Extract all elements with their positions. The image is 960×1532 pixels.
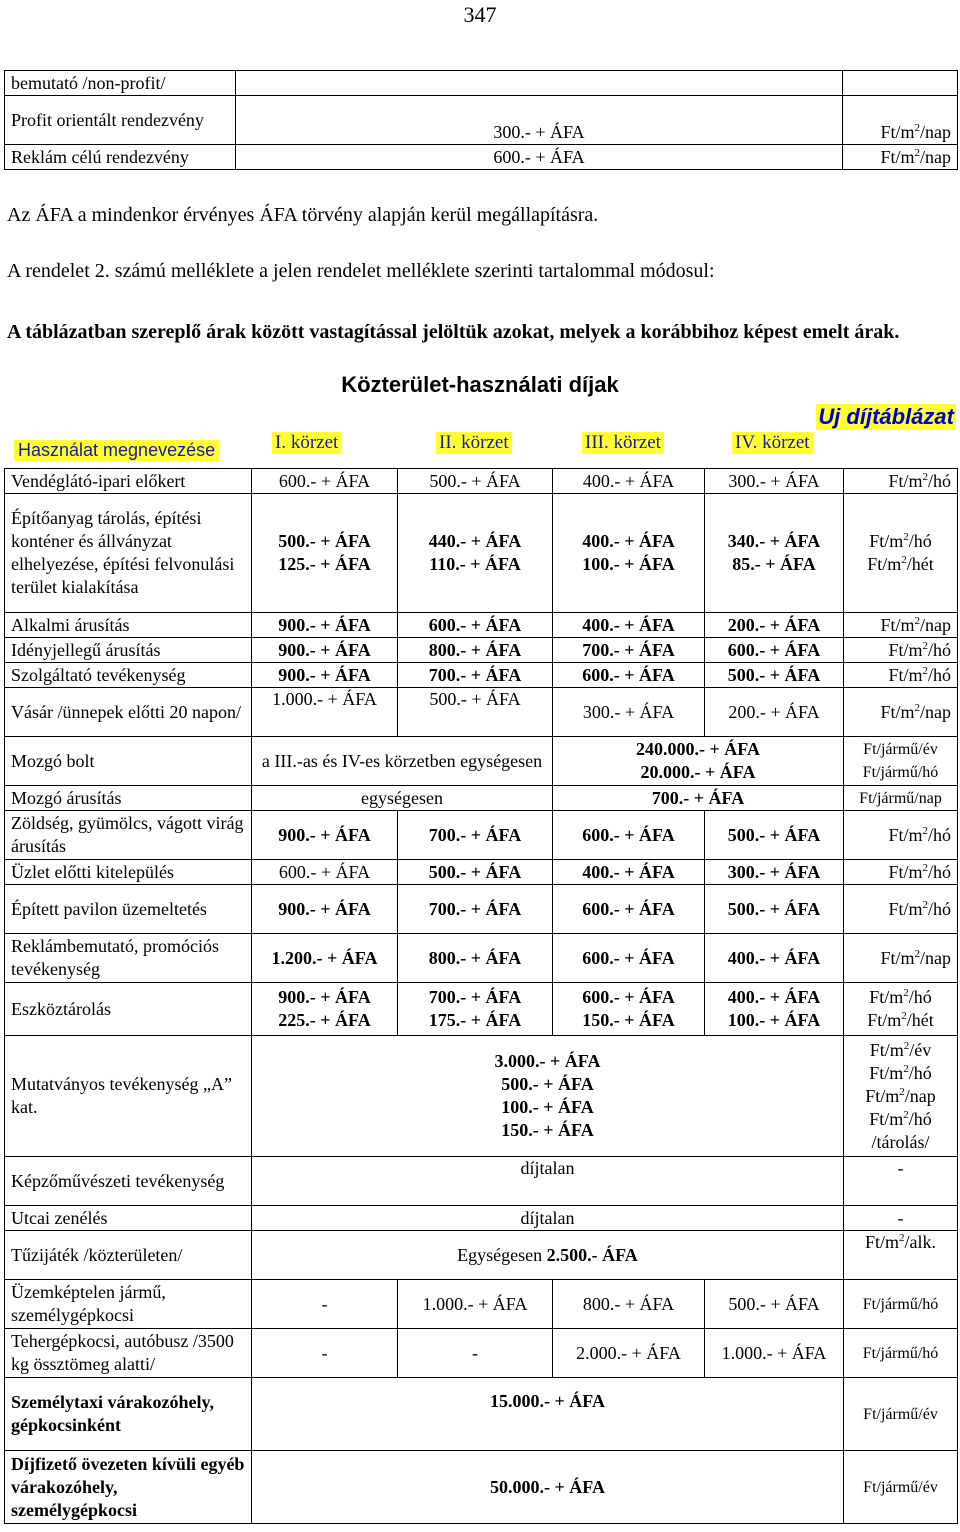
unit-cell: $Ft/m^2$/nap xyxy=(844,688,958,737)
zone-2-price-a: 440.- + ÁFA xyxy=(428,531,522,551)
row-label: Tehergépkocsi, autóbusz /3500 kg össztömeg alatti/ xyxy=(5,1329,252,1378)
table-row xyxy=(5,1206,958,1231)
flat-price: Egységesen 2.500.- ÁFA xyxy=(252,1231,844,1280)
zone-4-price: 200.- + ÁFA xyxy=(705,688,844,737)
row-label: Reklám célú rendezvény xyxy=(5,145,236,170)
unit-cell: $Ft/m^2/hó$ xyxy=(844,663,958,688)
unit-cell: Ft/jármű/év xyxy=(844,1451,958,1524)
zone-2-price-b: 175.- + ÁFA xyxy=(428,1010,522,1030)
row-label: Zöldség, gyümölcs, vágott virág árusítás xyxy=(5,811,252,860)
zone-2-price: 700.- + ÁFA xyxy=(398,885,553,934)
unit-cell: - xyxy=(844,1206,958,1231)
zone-3-price: 600.- + ÁFA xyxy=(553,885,705,934)
zone-4-price: 400.- + ÁFA xyxy=(705,934,844,983)
zone-2-price: 600.- + ÁFA xyxy=(398,613,553,638)
row-label: Idényjellegű árusítás xyxy=(5,638,252,663)
zone-4-price: 200.- + ÁFA xyxy=(705,613,844,638)
zone-4-price: 500.- + ÁFA xyxy=(705,663,844,688)
unit-cell: $Ft/m^2/hó$ xyxy=(844,860,958,885)
zone-2-price: - xyxy=(398,1329,553,1378)
row-label: Vásár /ünnepek előtti 20 napon/ xyxy=(5,688,252,737)
zone-4-price: 500.- + ÁFA xyxy=(705,885,844,934)
zone-2-price: 500.- + ÁFA xyxy=(398,469,553,494)
zone-3-price: 600.- + ÁFA xyxy=(553,934,705,983)
zone-3-price: 700.- + ÁFA xyxy=(553,638,705,663)
zone-1-price: - xyxy=(252,1329,398,1378)
table-row xyxy=(5,71,958,96)
zone-1-price xyxy=(252,983,398,1036)
zone-1-price: 900.- + ÁFA xyxy=(252,613,398,638)
unit-cell: Ft/jármű/év xyxy=(844,1378,958,1451)
zone-1-price: 1.000.- + ÁFA xyxy=(252,688,398,737)
table-row xyxy=(5,885,958,934)
zone-2-price-b: 110.- + ÁFA xyxy=(429,554,521,574)
header-zone-4: IV. körzet xyxy=(732,432,813,454)
row-label: bemutató /non-profit/ xyxy=(5,71,236,96)
zone-1-price: - xyxy=(252,1280,398,1329)
header-zone-2: II. körzet xyxy=(436,432,512,454)
table-row xyxy=(5,1036,958,1157)
row-label: Mozgó árusítás xyxy=(5,786,252,811)
zone-3-price-a: 600.- + ÁFA xyxy=(582,987,675,1007)
zone-3-price: 300.- + ÁFA xyxy=(553,688,705,737)
price-cell: 300.- + ÁFA xyxy=(236,96,843,145)
zone-2-price xyxy=(398,494,553,613)
zone-1-price: 600.- + ÁFA xyxy=(252,469,398,494)
unit-cell: Ft/jármű/hó xyxy=(844,1280,958,1329)
zone-3-price xyxy=(553,494,705,613)
zone-3-price: 400.- + ÁFA xyxy=(553,469,705,494)
unit-cell xyxy=(844,737,958,786)
zone-4-price: 1.000.- + ÁFA xyxy=(705,1329,844,1378)
price-cell: 600.- + ÁFA xyxy=(236,145,843,170)
table-row xyxy=(5,860,958,885)
zone-2-price xyxy=(398,983,553,1036)
price-line: 500.- + ÁFA xyxy=(501,1074,594,1094)
zone-4-price xyxy=(705,494,844,613)
zone-2-price: 500.- + ÁFA xyxy=(398,688,553,737)
zone-1-price: 900.- + ÁFA xyxy=(252,885,398,934)
zone-3-4-price-b: 20.000.- + ÁFA xyxy=(640,762,756,782)
event-fee-table xyxy=(4,70,958,170)
zone-4-price: 500.- + ÁFA xyxy=(705,811,844,860)
zone-1-price xyxy=(252,494,398,613)
table-row xyxy=(5,934,958,983)
table-row xyxy=(5,1329,958,1378)
table-row xyxy=(5,1451,958,1524)
zone-3-4-price: 700.- + ÁFA xyxy=(553,786,844,811)
zone-2-price: 800.- + ÁFA xyxy=(398,638,553,663)
zone-4-price: 300.- + ÁFA xyxy=(705,860,844,885)
flat-price-list xyxy=(252,1036,844,1157)
header-zone-1: I. körzet xyxy=(272,432,341,454)
zone-3-price-b: 150.- + ÁFA xyxy=(582,1010,675,1030)
zone-3-price: 600.- + ÁFA xyxy=(553,663,705,688)
unit-cell: $Ft/m^2$/nap xyxy=(844,613,958,638)
zone-1-price: 900.- + ÁFA xyxy=(252,663,398,688)
zone-1-price-b: 225.- + ÁFA xyxy=(278,1010,371,1030)
row-label: Épített pavilon üzemeltetés xyxy=(5,885,252,934)
page-number: 347 xyxy=(463,2,497,27)
unit-cell: $Ft/m^2$/nap xyxy=(843,145,958,170)
zone-3-price xyxy=(553,983,705,1036)
unit-a: Ft/jármű/év xyxy=(863,741,938,758)
zone-2-price-a: 700.- + ÁFA xyxy=(428,987,522,1007)
zone-1-2-note: a III.-as és IV-es körzetben egységesen xyxy=(252,737,553,786)
zone-3-price: 600.- + ÁFA xyxy=(553,811,705,860)
unit-cell: Ft/jármű/nap xyxy=(844,786,958,811)
paragraph-vat: Az ÁFA a mindenkor érvényes ÁFA törvény alapján kerül megállapításra. xyxy=(7,204,599,226)
zone-4-price: 500.- + ÁFA xyxy=(705,1280,844,1329)
zone-2-price: 500.- + ÁFA xyxy=(398,860,553,885)
row-label: Szolgáltató tevékenység xyxy=(5,663,252,688)
row-label: Mutatványos tevékenység „A” kat. xyxy=(5,1036,252,1157)
flat-price: díjtalan xyxy=(252,1206,844,1231)
unit-cell: $Ft/m^2/év$ $Ft/m^2/hó$ $Ft/m^2$/nap $Ft/m^2/hó$ /tárolás/ xyxy=(844,1036,958,1157)
zone-3-price: 400.- + ÁFA xyxy=(553,860,705,885)
table-row xyxy=(5,811,958,860)
unit-cell: $Ft/m^2/hó$ xyxy=(844,469,958,494)
table-row xyxy=(5,1378,958,1451)
unit-cell: $Ft/m^2$/alk. xyxy=(844,1231,958,1280)
row-label: Személytaxi várakozóhely, gépkocsinként xyxy=(5,1378,252,1451)
flat-price: 15.000.- + ÁFA xyxy=(252,1378,844,1451)
zone-1-price-b: 125.- + ÁFA xyxy=(278,554,371,574)
section-title: Közterület-használati díjak xyxy=(341,372,619,397)
fee-table xyxy=(4,468,958,1524)
table-row xyxy=(5,494,958,613)
row-label: Reklámbemutató, promóciós tevékenység xyxy=(5,934,252,983)
unit-cell: $Ft/m^2$/nap xyxy=(843,96,958,145)
zone-1-price-a: 900.- + ÁFA xyxy=(278,987,371,1007)
row-label: Díjfizető övezeten kívüli egyéb várakozóhely, személygépkocsi xyxy=(5,1451,252,1524)
unit-b: Ft/jármű/hó xyxy=(862,764,939,781)
unit-cell: - xyxy=(844,1157,958,1206)
unit-cell: Ft/jármű/hó xyxy=(844,1329,958,1378)
paragraph-bold-note: A táblázatban szereplő árak között vastagítással jelöltük azokat, melyek a korábbihoz képest emelt árak. xyxy=(7,321,900,343)
zone-3-4-price xyxy=(553,737,844,786)
zone-4-price xyxy=(705,983,844,1036)
zone-1-2-note: egységesen xyxy=(252,786,553,811)
unit-cell: $Ft/m^2/hó$ xyxy=(844,885,958,934)
price-line: 3.000.- + ÁFA xyxy=(494,1051,601,1071)
zone-3-price-b: 100.- + ÁFA xyxy=(582,554,675,574)
zone-3-price-a: 400.- + ÁFA xyxy=(582,531,675,551)
row-label: Tűzijáték /közterületen/ xyxy=(5,1231,252,1280)
row-label: Profit orientált rendezvény xyxy=(5,96,236,145)
table-row xyxy=(5,96,958,145)
row-label: Vendéglátó-ipari előkert xyxy=(5,469,252,494)
table-row xyxy=(5,688,958,737)
table-row xyxy=(5,786,958,811)
table-row xyxy=(5,638,958,663)
paragraph-annex: A rendelet 2. számú melléklete a jelen rendelet melléklete szerinti tartalommal módosul: xyxy=(7,260,715,282)
zone-1-price: 1.200.- + ÁFA xyxy=(252,934,398,983)
zone-4-price-b: 100.- + ÁFA xyxy=(727,1010,821,1030)
unit-cell: $Ft/m^2/hó$ $Ft/m^2$/hét xyxy=(844,494,958,613)
flat-price: 50.000.- + ÁFA xyxy=(252,1451,844,1524)
zone-4-price-a: 340.- + ÁFA xyxy=(727,531,821,551)
zone-3-4-price-a: 240.000.- + ÁFA xyxy=(636,739,760,759)
price-line: 100.- + ÁFA xyxy=(501,1097,594,1117)
zone-2-price: 1.000.- + ÁFA xyxy=(398,1280,553,1329)
unit-cell: $Ft/m^2$/nap xyxy=(844,934,958,983)
zone-2-price: 700.- + ÁFA xyxy=(398,663,553,688)
table-row xyxy=(5,663,958,688)
zone-4-price: 300.- + ÁFA xyxy=(705,469,844,494)
zone-1-price: 900.- + ÁFA xyxy=(252,638,398,663)
table-row xyxy=(5,1157,958,1206)
new-fee-table-badge: Uj díjtáblázat xyxy=(818,404,954,429)
table-row xyxy=(5,613,958,638)
table-row xyxy=(5,737,958,786)
row-label: Alkalmi árusítás xyxy=(5,613,252,638)
unit-cell: $Ft/m^2/hó$ xyxy=(844,638,958,663)
zone-4-price-b: 85.- + ÁFA xyxy=(732,554,816,574)
row-label: Képzőművészeti tevékenység xyxy=(5,1157,252,1206)
zone-1-price: 900.- + ÁFA xyxy=(252,811,398,860)
zone-3-price: 2.000.- + ÁFA xyxy=(553,1329,705,1378)
zone-2-price: 700.- + ÁFA xyxy=(398,811,553,860)
row-label: Üzemképtelen jármű, személygépkocsi xyxy=(5,1280,252,1329)
zone-1-price-a: 500.- + ÁFA xyxy=(278,531,371,551)
zone-3-price: 400.- + ÁFA xyxy=(553,613,705,638)
zone-4-price: 600.- + ÁFA xyxy=(705,638,844,663)
table-row xyxy=(5,983,958,1036)
row-label: Utcai zenélés xyxy=(5,1206,252,1231)
unit-cell: $Ft/m^2/hó$ xyxy=(844,811,958,860)
row-label: Üzlet előtti kitelepülés xyxy=(5,860,252,885)
zone-2-price: 800.- + ÁFA xyxy=(398,934,553,983)
row-label: Eszköztárolás xyxy=(5,983,252,1036)
table-row xyxy=(5,469,958,494)
unit-note: /tárolás/ xyxy=(871,1131,930,1152)
table-row xyxy=(5,1231,958,1280)
header-zone-3: III. körzet xyxy=(582,432,664,454)
zone-3-price: 800.- + ÁFA xyxy=(553,1280,705,1329)
header-name: Használat megnevezése xyxy=(14,440,219,461)
table-row xyxy=(5,1280,958,1329)
price-line: 150.- + ÁFA xyxy=(501,1120,594,1140)
flat-price: díjtalan xyxy=(252,1157,844,1206)
zone-1-price: 600.- + ÁFA xyxy=(252,860,398,885)
table-row xyxy=(5,145,958,170)
zone-4-price-a: 400.- + ÁFA xyxy=(727,987,821,1007)
row-label: Építőanyag tárolás, építési konténer és állványzat elhelyezése, építési felvonulási terület kialakítása xyxy=(5,494,252,613)
row-label: Mozgó bolt xyxy=(5,737,252,786)
unit-cell: $Ft/m^2/hó$ $Ft/m^2$/hét xyxy=(844,983,958,1036)
